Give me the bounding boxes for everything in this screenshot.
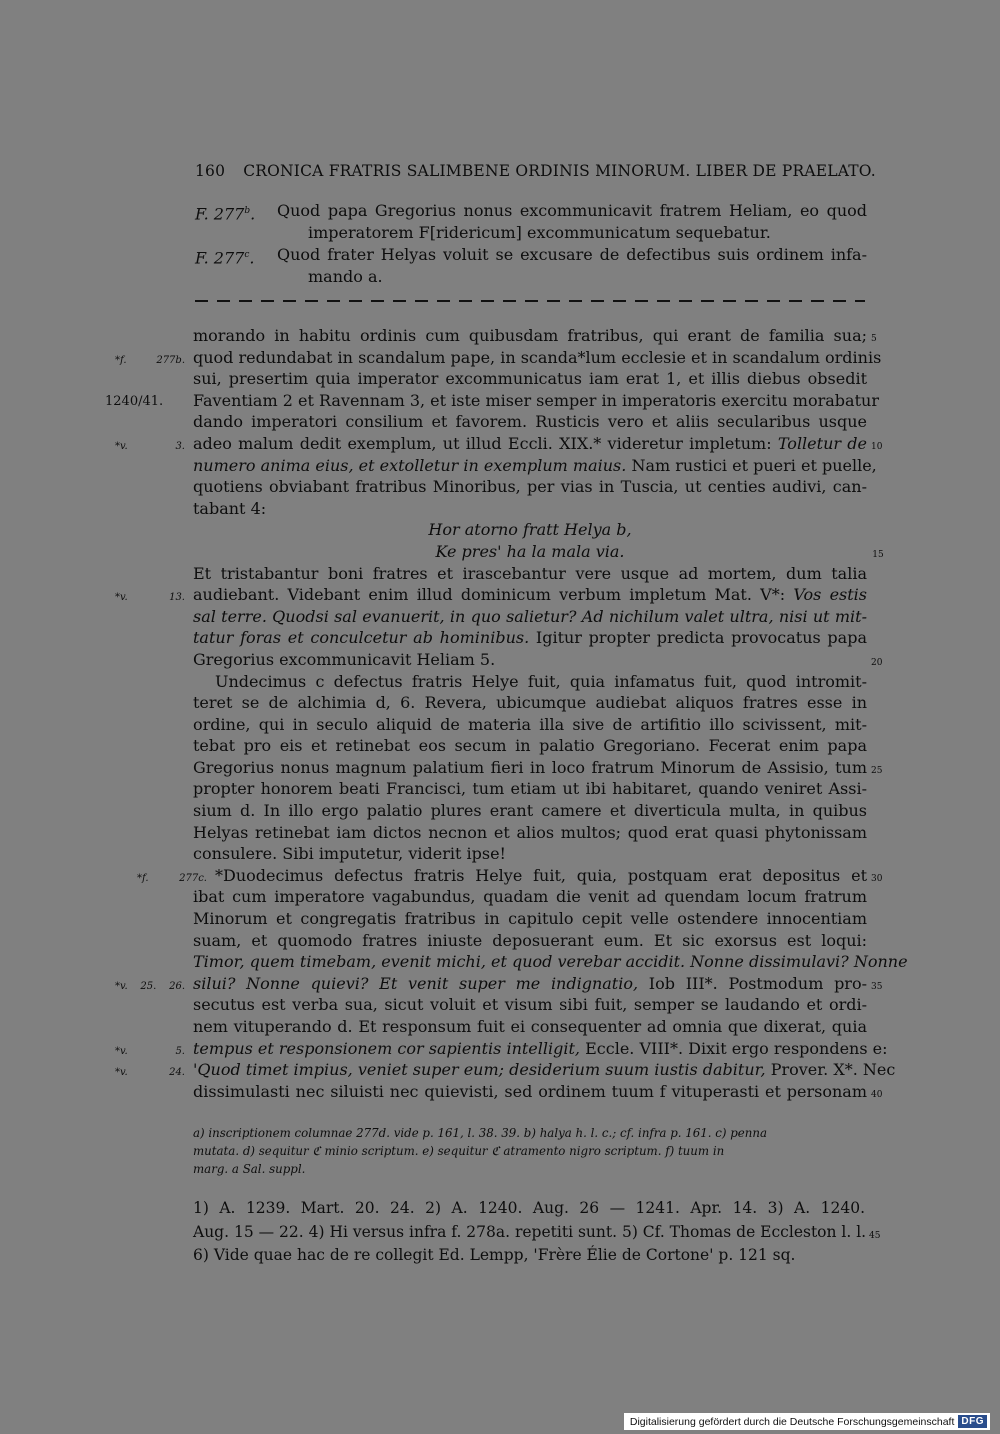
text-line: Prover. X*. Nec	[770, 1060, 896, 1080]
text-quote: numero anima eius, et extolletur in exemplum maius.	[193, 455, 627, 475]
text-line: Gregorius nonus magnum palatium fieri in loco fratrum Minorum de Assisio, tum	[193, 757, 867, 777]
text-line: Eccle. VIII*. Dixit ergo respondens e:	[585, 1038, 888, 1058]
folio-ref: F. 277	[195, 204, 245, 224]
text-line: quod redundabat in scandalum pape, in scanda*lum ecclesie et in scandalum ordinis	[193, 347, 882, 367]
text-line: audiebant. Videbant enim illud dominicum verbum impletum Mat. V*:	[193, 585, 786, 605]
line-number: 35	[871, 981, 883, 992]
text-line: *Duodecimus defectus fratris Helye fuit, quia, postquam erat depositus et	[215, 865, 867, 885]
text-quote: sal terre. Quodsi sal evanuerit, in quo salietur? Ad nichilum valet ultra, nisi ut mit-	[193, 606, 867, 626]
summary-line: imperatorem F[ridericum] excommunicatum sequebatur.	[308, 223, 771, 242]
margin-note: *v. 24.	[115, 1067, 185, 1079]
text-line: Nam rustici et pueri et puelle,	[631, 455, 877, 475]
page-number: 160	[195, 162, 226, 180]
text-line: sui, presertim quia imperator excommunicatus iam erat 1, et illis diebus obsedit	[193, 369, 867, 389]
text-line: dissimulasti nec siluisti nec quievisti, sed ordinem tuum f vituperasti et personam	[193, 1081, 867, 1101]
summary-line: mando a.	[308, 267, 383, 286]
running-header	[195, 162, 876, 180]
line-number: 20	[871, 657, 883, 668]
text-line: ordine, qui in seculo aliquid de materia illa sive de artifitio illo scivissent, mit-	[193, 714, 867, 734]
text-line: consulere. Sibi imputetur, viderit ipse!	[193, 844, 506, 864]
textual-apparatus	[193, 1124, 863, 1178]
verse-line: Hor atorno fratt Helya b,	[428, 520, 632, 540]
line-number: 25	[871, 765, 883, 776]
main-text	[105, 325, 908, 1102]
text-line: morando in habitu ordinis cum quibusdam fratribus, qui erant de familia sua;	[193, 326, 867, 345]
line-number: 45	[869, 1230, 881, 1241]
text-quote: silui? Nonne quievi? Et venit super me indignatio,	[193, 973, 639, 993]
margin-note: *f. 277b.	[115, 354, 185, 366]
text-line: tebat pro eis et retinebat eos secum in palatio Gregoriano. Fecerat enim papa	[193, 736, 867, 756]
text-line: dando imperatori consilium et favorem. Rusticis vero et aliis secularibus usque	[193, 412, 867, 432]
funding-credit	[624, 1413, 990, 1430]
text-line: Gregorius excommunicavit Heliam 5.	[193, 649, 496, 669]
margin-note: *f. 277c.	[137, 872, 207, 884]
running-title: CRONICA FRATRIS SALIMBENE ORDINIS MINORUM. LIBER DE PRAELATO.	[243, 162, 876, 180]
line-number: 30	[871, 873, 883, 884]
text-line: teret se de alchimia d, 6. Revera, ubicumque audiebat aliquos fratres esse in	[193, 693, 867, 713]
folio-ref-sup: c	[244, 250, 250, 260]
summary-line: Quod frater Helyas voluit se excusare de defectibus suis ordinem infa-	[277, 245, 867, 264]
line-number: 15	[872, 549, 884, 560]
text-quote: Vos estis	[793, 585, 868, 605]
text-line: Helyas retinebat iam dictos necnon et alios multos; quod erat quasi phytonissam	[193, 822, 867, 842]
text-line: sium d. In illo ergo palatio plures erant camere et diverticula multa, in quibus	[193, 801, 867, 821]
footnote-line: Aug. 15 — 22. 4) Hi versus infra f. 278a. repetiti sunt. 5) Cf. Thomas de Eccleston l. l.	[193, 1222, 867, 1241]
text-quote: tatur foras et conculcetur ab hominibus.	[193, 628, 530, 648]
apparatus-line: a) inscriptionem columnae 277d. vide p. 161, l. 38. 39. b) halya h. l. c.; cf. infra p. 161. c) penna	[193, 1126, 767, 1140]
apparatus-line: marg. a Sal. suppl.	[193, 1162, 306, 1176]
chapter-summaries	[195, 200, 867, 288]
text-quote: tempus et responsionem cor sapientis intelligit,	[193, 1038, 580, 1058]
text-quote: 'Quod timet impius, veniet super eum; desiderium suum iustis dabitur,	[193, 1060, 766, 1080]
summary-line: Quod papa Gregorius nonus excommunicavit fratrem Heliam, eo quod	[277, 201, 867, 220]
text-line: tabant 4:	[193, 498, 267, 518]
line-number: 10	[871, 441, 883, 452]
text-quote: Tolletur de	[777, 433, 867, 453]
text-line: propter honorem beati Francisci, tum etiam ut ibi habitaret, quando veniret Assi-	[193, 779, 867, 799]
footnote-line: 6) Vide quae hac de re collegit Ed. Lempp, 'Frère Élie de Cortone' p. 121 sq.	[193, 1246, 796, 1265]
footnote-line: 1) A. 1239. Mart. 20. 24. 2) A. 1240. Aug. 26 — 1241. Apr. 14. 3) A. 1240.	[193, 1199, 865, 1217]
margin-note: *v. 25. 26.	[115, 980, 185, 992]
line-number: 40	[871, 1089, 883, 1100]
line-number: 5	[871, 334, 877, 344]
text-line: Faventiam 2 et Ravennam 3, et iste miser semper in imperatoris exercitu morabatur	[193, 390, 879, 410]
historical-footnotes	[193, 1197, 881, 1268]
text-quote: Timor, quem timebam, evenit michi, et quod verebar accidit. Nonne dissimulavi? Nonne	[193, 952, 908, 972]
funding-text: Digitalisierung gefördert durch die Deutsche Forschungsgemeinschaft	[629, 1415, 955, 1428]
summary-entry: F. 277$^b$. Quod papa Gregorius nonus excommunicavit fratrem Heliam, eo quod imperatorem F[ridericum] excommunicatum sequebatur.	[195, 201, 867, 242]
folio-ref-sup: b	[244, 206, 251, 216]
text-line: Minorum et congregatis fratribus in capitulo cepit velle ostendere innocentiam	[193, 909, 867, 929]
summary-entry: F. 277$^c$. Quod frater Helyas voluit se excusare de defectibus suis ordinem infa- mando a.	[195, 245, 867, 286]
verse-line: Ke pres' ha la mala via.	[435, 541, 625, 561]
text-line: nem vituperando d. Et responsum fuit ei consequenter ad omnia que dixerat, quia	[193, 1017, 867, 1036]
text-line: Undecimus c defectus fratris Helye fuit, quia infamatus fuit, quod intromit-	[215, 671, 867, 691]
folio-ref: F. 277	[195, 248, 245, 268]
text-line: suam, et quomodo fratres iniuste deposuerant eum. Et sic exorsus est loqui:	[193, 930, 867, 950]
dfg-logo: DFG	[958, 1415, 987, 1428]
margin-note: *v. 3.	[115, 440, 185, 452]
margin-year: 1240/41.	[105, 393, 164, 409]
text-line: Iob III*. Postmodum pro-	[648, 973, 867, 993]
section-divider	[195, 300, 865, 302]
text-line: secutus est verba sua, sicut voluit et visum sibi fuit, semper se laudando et ordi-	[193, 995, 867, 1015]
text-line: Igitur propter predicta provocatus papa	[535, 628, 867, 648]
text-line: ibat cum imperatore vagabundus, quadam die venit ad quendam locum fratrum	[193, 887, 867, 907]
apparatus-line: mutata. d) sequitur ℭ minio scriptum. e) sequitur ℭ atramento nigro scriptum. f) tuum in	[193, 1144, 725, 1158]
margin-note: *v. 5.	[115, 1045, 185, 1057]
text-line: adeo malum dedit exemplum, ut illud Eccli. XIX.* videretur impletum:	[193, 433, 772, 453]
margin-note: *v. 13.	[115, 592, 185, 604]
text-line: quotiens obviabant fratribus Minoribus, per vias in Tuscia, ut centies audivi, can-	[193, 477, 867, 497]
text-line: Et tristabantur boni fratres et irascebantur vere usque ad mortem, dum talia	[193, 563, 867, 583]
